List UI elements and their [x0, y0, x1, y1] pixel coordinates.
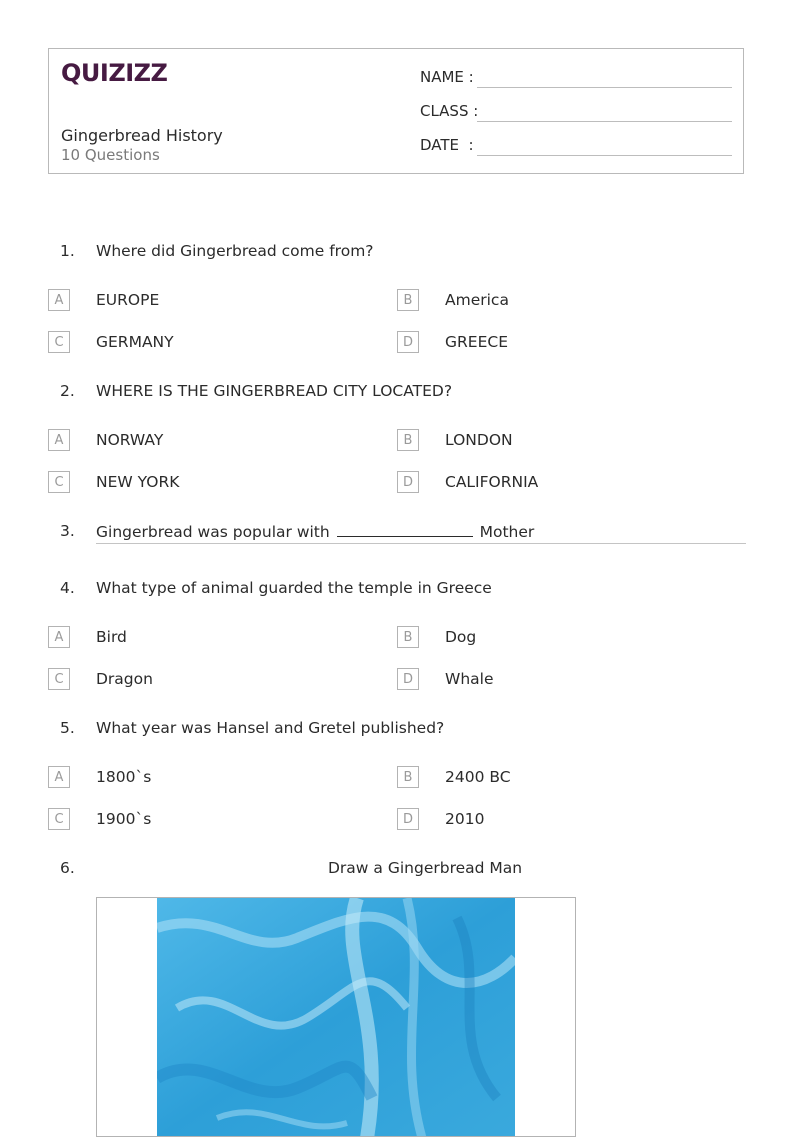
q4-option-b-box[interactable]: B — [397, 626, 419, 648]
q1-option-c-text: GERMANY — [96, 333, 174, 351]
blue-marble-image — [157, 898, 515, 1137]
q2-option-a-box[interactable]: A — [48, 429, 70, 451]
quizizz-logo: QUIZIZZ — [61, 59, 168, 87]
q2-option-c-box[interactable]: C — [48, 471, 70, 493]
q5-option-b-box[interactable]: B — [397, 766, 419, 788]
q5-option-d-box[interactable]: D — [397, 808, 419, 830]
worksheet-title: Gingerbread History — [61, 126, 223, 145]
question-2-text: WHERE IS THE GINGERBREAD CITY LOCATED? — [96, 382, 453, 400]
class-line[interactable] — [477, 121, 732, 122]
question-4-text: What type of animal guarded the temple in Greece — [96, 579, 492, 597]
question-6-number: 6. — [60, 859, 75, 877]
name-line[interactable] — [477, 87, 732, 88]
name-label: NAME : — [420, 68, 474, 86]
question-3-blank[interactable] — [337, 522, 473, 537]
q4-option-a-text: Bird — [96, 628, 127, 646]
q4-option-c-box[interactable]: C — [48, 668, 70, 690]
question-1-number: 1. — [60, 242, 75, 260]
date-label: DATE : — [420, 136, 474, 154]
date-line[interactable] — [477, 155, 732, 156]
question-count: 10 Questions — [61, 146, 160, 164]
question-5-text: What year was Hansel and Gretel published? — [96, 719, 445, 737]
q4-option-c-text: Dragon — [96, 670, 153, 688]
q5-option-c-box[interactable]: C — [48, 808, 70, 830]
q1-option-b-box[interactable]: B — [397, 289, 419, 311]
q1-option-a-box[interactable]: A — [48, 289, 70, 311]
q2-option-a-text: NORWAY — [96, 431, 164, 449]
question-3-text — [96, 522, 534, 541]
q2-option-b-text: LONDON — [445, 431, 513, 449]
drawing-area[interactable] — [96, 897, 576, 1137]
class-label: CLASS : — [420, 102, 479, 120]
question-1-text: Where did Gingerbread come from? — [96, 242, 374, 260]
q2-option-d-text: CALIFORNIA — [445, 473, 539, 491]
q4-option-d-box[interactable]: D — [397, 668, 419, 690]
question-3-answer-line[interactable] — [96, 543, 746, 544]
q1-option-a-text: EUROPE — [96, 291, 160, 309]
q4-option-b-text: Dog — [445, 628, 477, 646]
question-3-text-after: Mother — [479, 523, 535, 541]
q1-option-b-text: America — [445, 291, 509, 309]
question-4-number: 4. — [60, 579, 75, 597]
q5-option-a-text: 1800`s — [96, 768, 152, 786]
q5-option-c-text: 1900`s — [96, 810, 152, 828]
q4-option-d-text: Whale — [445, 670, 494, 688]
worksheet-header — [48, 48, 744, 174]
q5-option-a-box[interactable]: A — [48, 766, 70, 788]
q2-option-d-box[interactable]: D — [397, 471, 419, 493]
q5-option-d-text: 2010 — [445, 810, 485, 828]
q1-option-d-box[interactable]: D — [397, 331, 419, 353]
q1-option-c-box[interactable]: C — [48, 331, 70, 353]
question-3-text-before: Gingerbread was popular with — [96, 523, 330, 541]
q2-option-b-box[interactable]: B — [397, 429, 419, 451]
q2-option-c-text: NEW YORK — [96, 473, 180, 491]
q4-option-a-box[interactable]: A — [48, 626, 70, 648]
q1-option-d-text: GREECE — [445, 333, 508, 351]
question-6-text: Draw a Gingerbread Man — [328, 859, 523, 877]
q5-option-b-text: 2400 BC — [445, 768, 511, 786]
question-3-number: 3. — [60, 522, 75, 540]
question-5-number: 5. — [60, 719, 75, 737]
question-2-number: 2. — [60, 382, 75, 400]
